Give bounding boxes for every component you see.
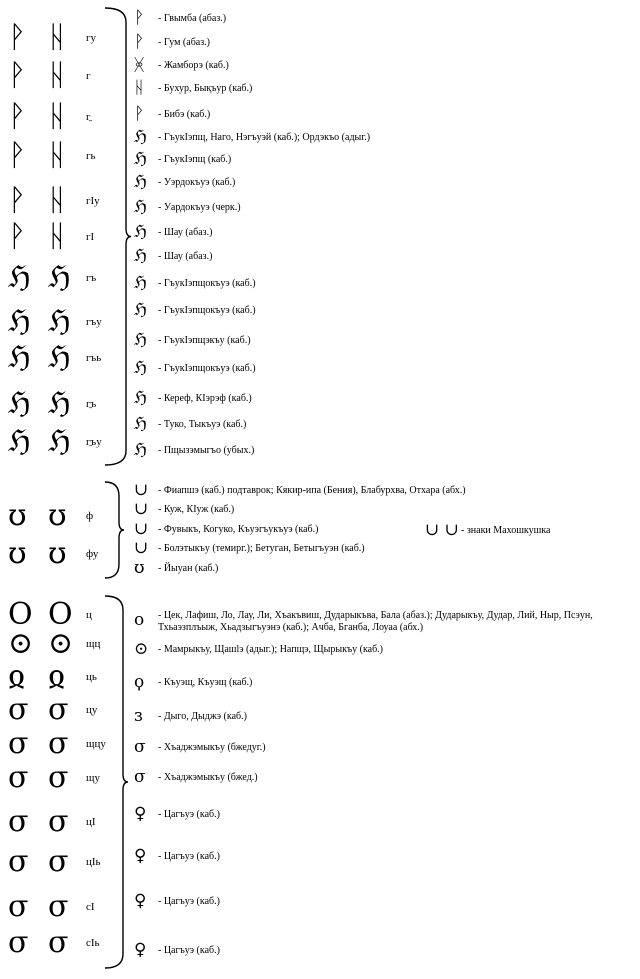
reference-text: - Уэрдокъуэ (каб.) [158,177,236,188]
glyph-variant-2: ᚺ [48,58,66,93]
sound-label: щцу [86,738,106,750]
reference-text: - Фувыкъ, Когуко, Къуэгъукъуэ (каб.) [158,524,319,535]
reference-glyph: ᚹ [134,8,145,28]
reference-text: - Мамрыкъу, Щашlэ (адыг.); Напщэ, Щырыкъу (каб.) [158,644,384,655]
glyph-variant-1: σ [8,692,29,727]
reference-glyph: ℌ [134,414,147,434]
glyph-variant-2: ⊙ [48,626,74,661]
sound-label: сӀь [86,937,100,949]
reference-glyph: ∪ [134,480,149,500]
glyph-variant-2: σ [48,726,69,761]
reference-glyph: ℌ [134,300,147,320]
curly-brace [105,8,131,465]
glyph-variant-2: σ [48,804,69,839]
glyph-variant-1: O [8,597,33,632]
sound-label: гӀу [86,195,100,207]
note-text: - знаки Махошкушка [461,525,551,536]
sound-label: ць [86,671,97,683]
sound-label: гъ [86,272,97,284]
sound-label: гь [86,150,96,162]
glyph-variant-2: ℌ [48,304,71,339]
reference-text: - ГъукӀэпщокъуэ (каб.) [158,363,256,374]
sound-label: гъь [86,352,102,364]
glyph-variant-1: ᚹ [8,219,26,254]
reference-text: - Шау (абаз.) [158,227,213,238]
reference-glyph: ♀ [134,891,147,911]
glyph-variant-2: σ [48,889,69,924]
reference-text: - Хъаджэмыкъу (бжед.) [158,772,258,783]
reference-text: - Кереф, КӀэрэф (каб.) [158,393,252,404]
reference-glyph: ♀ [134,804,147,824]
glyph-variant-1: ᚹ [8,99,26,134]
sound-label: ф [86,510,94,522]
reference-glyph: ℌ [134,172,147,192]
reference-glyph: ∪ [134,499,149,519]
reference-glyph: ϙ [134,672,145,692]
reference-glyph: σ [134,737,146,757]
reference-glyph: ℌ [134,273,147,293]
reference-text: - Куж, КӀуж (каб.) [158,504,235,515]
glyph-variant-1: ℌ [8,304,31,339]
sound-label: цу [86,704,98,716]
sound-label: щц [86,638,101,650]
glyph-variant-2: σ [48,844,69,879]
glyph-variant-1: ᚹ [8,20,26,55]
reference-text: - ГъукӀэпщ, Наго, Нэгъуэй (каб.); Ордэкъо (адыг.) [158,132,371,143]
reference-text: - Шау (абаз.) [158,251,213,262]
sound-label: гу [86,32,97,44]
reference-glyph: ℌ [134,197,147,217]
reference-glyph: o [134,610,145,630]
reference-text: - ГъукӀэпщэкъу (каб.) [158,335,251,346]
reference-text: - Гум (абаз.) [158,37,211,48]
reference-text: - Болэтыкъу (темирг.); Бетуган, Бетыгъуэн (каб.) [158,543,365,554]
reference-text: - Цагъуэ (каб.) [158,809,220,820]
glyph-variant-1: ℌ [8,340,31,375]
reference-text: - Йыуан (каб.) [158,563,219,574]
reference-text: - Цагъуэ (каб.) [158,896,220,907]
reference-text: - Дыго, Дыджэ (каб.) [158,711,247,722]
sound-label: фу [86,548,99,560]
reference-glyph: ♀ [134,940,147,960]
reference-glyph: ᚹ [134,104,145,124]
sound-label: сӀ [86,901,95,913]
glyph-variant-2: ᚺ [48,20,66,55]
glyph-variant-2: ჲ [48,659,66,694]
sound-label: ц [86,609,92,621]
reference-glyph: ɜ [134,706,143,726]
reference-glyph: ∪ [134,538,149,558]
sound-label: гӀ [86,231,95,243]
reference-glyph: ∪ [134,519,149,539]
glyph-variant-1: ᚹ [8,58,26,93]
reference-glyph: ℌ [134,358,147,378]
glyph-variant-2: σ [48,760,69,795]
reference-glyph: ℌ [134,246,147,266]
glyph-variant-1: ჲ [8,659,26,694]
reference-glyph: ℌ [134,440,147,460]
reference-text: - Цек, Лафиш, Ло, Лау, Ли, Хъакъвиш, Дударыкъва, Бала (абаз.); Дударыкъу, Дудар, Лий, Ныр, Псэун, Тхьаэзплъыж, Хьадзыгъуэнэ (каб.); Ачба, Бганба, Лоуаа (абх.) [158,610,593,633]
glyph-variant-1: ℌ [8,260,31,295]
sound-label: щу [86,772,100,784]
note-glyph: ∪ ∪ [425,520,459,540]
glyph-variant-1: σ [8,844,29,879]
glyph-variant-1: σ [8,925,29,960]
reference-text: - Цагъуэ (каб.) [158,851,220,862]
sound-label: цӀь [86,856,101,868]
sound-label: гъу [86,316,102,328]
reference-glyph: σ [134,767,146,787]
reference-glyph: ℌ [134,388,147,408]
glyph-variant-1: ⊙ [8,626,34,661]
reference-text: - Фиапшэ (каб.) подтаврок; Кякир-ипа (Бения), Блабурхва, Отхара (абх.) [158,485,466,496]
sound-label: г̱ъ [86,398,97,410]
glyph-variant-2: ᚺ [48,138,66,173]
curly-brace [105,596,128,968]
glyph-variant-2: ℌ [48,386,71,421]
reference-glyph: ℌ [134,149,147,169]
glyph-variant-1: σ [8,726,29,761]
glyph-variant-2: ᚺ [48,183,66,218]
curly-brace [105,482,124,578]
reference-text: - Бибэ (каб.) [158,109,211,120]
glyph-variant-2: σ [48,692,69,727]
glyph-variant-1: ʊ [8,498,27,533]
glyph-variant-1: ᚹ [8,183,26,218]
glyph-variant-2: σ [48,925,69,960]
glyph-variant-2: ᚺ [48,219,66,254]
reference-glyph: ℌ [134,330,147,350]
reference-text: - Туко, Тыкъуэ (каб.) [158,419,247,430]
glyph-variant-1: σ [8,760,29,795]
reference-text: - ГъукӀэпщ (каб.) [158,154,232,165]
reference-text: - ГъукӀэпщокъуэ (каб.) [158,278,256,289]
reference-glyph: ℌ [134,222,147,242]
sound-label: г̱ъу [86,436,102,448]
reference-glyph: ♀ [134,846,147,866]
glyph-variant-1: σ [8,804,29,839]
reference-text: - ГъукӀэпщокъуэ (каб.) [158,305,256,316]
reference-glyph: ᚺ [134,78,145,98]
glyph-variant-1: ℌ [8,386,31,421]
reference-text: - Уардокъуэ (черк.) [158,202,241,213]
glyph-variant-1: σ [8,889,29,924]
glyph-variant-1: ʊ [8,536,27,571]
reference-text: - Бухур, Бықъур (каб.) [158,83,253,94]
glyph-variant-1: ᚹ [8,138,26,173]
reference-text: - Къуэщ, Къуэщ (каб.) [158,677,253,688]
glyph-variant-2: O [48,597,73,632]
reference-text: - Жамборэ (каб.) [158,60,229,71]
reference-text: - Пщызэмыгъо (убых.) [158,445,255,456]
reference-text: - Гвымба (абаз.) [158,13,227,24]
glyph-variant-2: ʊ [48,536,67,571]
glyph-variant-2: ᚺ [48,99,66,134]
reference-text: - Цагъуэ (каб.) [158,945,220,956]
reference-glyph: ᚹ [134,32,145,52]
glyph-variant-1: ℌ [8,424,31,459]
glyph-variant-2: ʊ [48,498,67,533]
sound-label: г̱ [86,111,91,123]
reference-glyph: ʊ [134,558,145,578]
sound-label: цӀ [86,816,96,828]
reference-glyph: ℌ [134,127,147,147]
reference-glyph: ⊙ [134,639,149,659]
reference-glyph: ᚸ [134,55,145,75]
glyph-variant-2: ℌ [48,260,71,295]
glyph-variant-2: ℌ [48,340,71,375]
glyph-variant-2: ℌ [48,424,71,459]
reference-text: - Хъаджэмыкъу (бжедуг.) [158,742,266,753]
sound-label: г [86,70,91,82]
